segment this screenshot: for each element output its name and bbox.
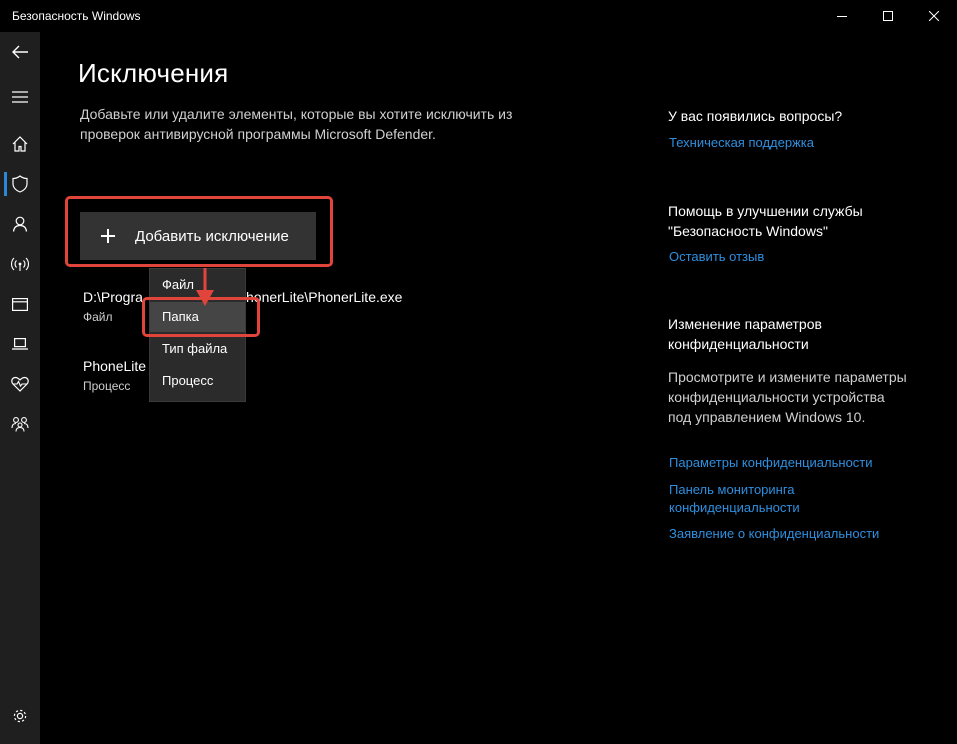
- nav-device-security[interactable]: [0, 324, 40, 364]
- exclusion-path-right[interactable]: honerLite\PhonerLite.exe: [246, 289, 403, 305]
- exclusion-path-left[interactable]: D:\Progra: [83, 289, 143, 305]
- exclusion-name[interactable]: PhoneLite: [83, 358, 147, 374]
- annotation-arrow-icon: [193, 268, 217, 308]
- device-laptop-icon: [12, 338, 28, 350]
- nav-account[interactable]: [0, 204, 40, 244]
- family-icon: [11, 416, 29, 432]
- add-exclusion-button[interactable]: [80, 212, 316, 260]
- exclusion-type: Процесс: [83, 379, 131, 393]
- feedback-link[interactable]: Оставить отзыв: [669, 249, 765, 264]
- window-title: Безопасность Windows: [12, 9, 141, 23]
- app-browser-icon: [12, 298, 28, 311]
- nav-family[interactable]: [0, 404, 40, 444]
- privacy-heading: Изменение параметров конфиденциальности: [668, 316, 822, 352]
- privacy-text: Просмотрите и измените параметры конфиденциальности устройства под управлением Windows 10.: [668, 369, 907, 425]
- menu-item-file[interactable]: Файл: [162, 277, 194, 292]
- nav-rail: [0, 32, 40, 744]
- shield-icon: [12, 175, 28, 193]
- heart-health-icon: [11, 376, 29, 392]
- menu-item-process[interactable]: Процесс: [162, 373, 214, 388]
- exclusion-type: Файл: [83, 310, 113, 324]
- menu-button[interactable]: [0, 77, 40, 117]
- nav-virus-protection[interactable]: [0, 164, 40, 204]
- hamburger-menu-icon: [12, 91, 28, 103]
- home-icon: [12, 136, 28, 152]
- title-bar: [0, 0, 957, 32]
- minimize-button[interactable]: [819, 0, 865, 32]
- privacy-statement-link[interactable]: Заявление о конфиденциальности: [669, 526, 880, 541]
- back-arrow-icon: [11, 44, 29, 60]
- nav-settings[interactable]: [0, 696, 40, 736]
- nav-app-browser[interactable]: [0, 284, 40, 324]
- maximize-icon: [883, 11, 893, 21]
- account-icon: [12, 216, 28, 232]
- menu-item-file-type[interactable]: Тип файла: [162, 341, 228, 356]
- page-description: Добавьте или удалите элементы, которые вы хотите исключить из проверок антивирусной программы Microsoft Defender.: [80, 106, 513, 142]
- settings-gear-icon: [12, 708, 28, 724]
- back-button[interactable]: [0, 32, 40, 72]
- close-button[interactable]: [911, 0, 957, 32]
- menu-item-folder[interactable]: Папка: [150, 302, 245, 332]
- plus-icon: [101, 229, 115, 243]
- privacy-settings-link[interactable]: Параметры конфиденциальности: [669, 455, 873, 470]
- nav-home[interactable]: [0, 124, 40, 164]
- close-icon: [929, 11, 939, 21]
- support-link[interactable]: Техническая поддержка: [669, 135, 814, 150]
- minimize-icon: [837, 11, 847, 21]
- nav-firewall[interactable]: [0, 244, 40, 284]
- add-exclusion-label: Добавить исключение: [135, 227, 289, 245]
- questions-heading: У вас появились вопросы?: [668, 108, 843, 124]
- page-title: Исключения: [78, 58, 229, 88]
- improve-heading: Помощь в улучшении службы "Безопасность Windows": [668, 203, 863, 239]
- nav-device-health[interactable]: [0, 364, 40, 404]
- privacy-dashboard-link[interactable]: Панель мониторинга конфиденциальности: [669, 482, 800, 515]
- wireless-icon: [11, 257, 29, 271]
- maximize-button[interactable]: [865, 0, 911, 32]
